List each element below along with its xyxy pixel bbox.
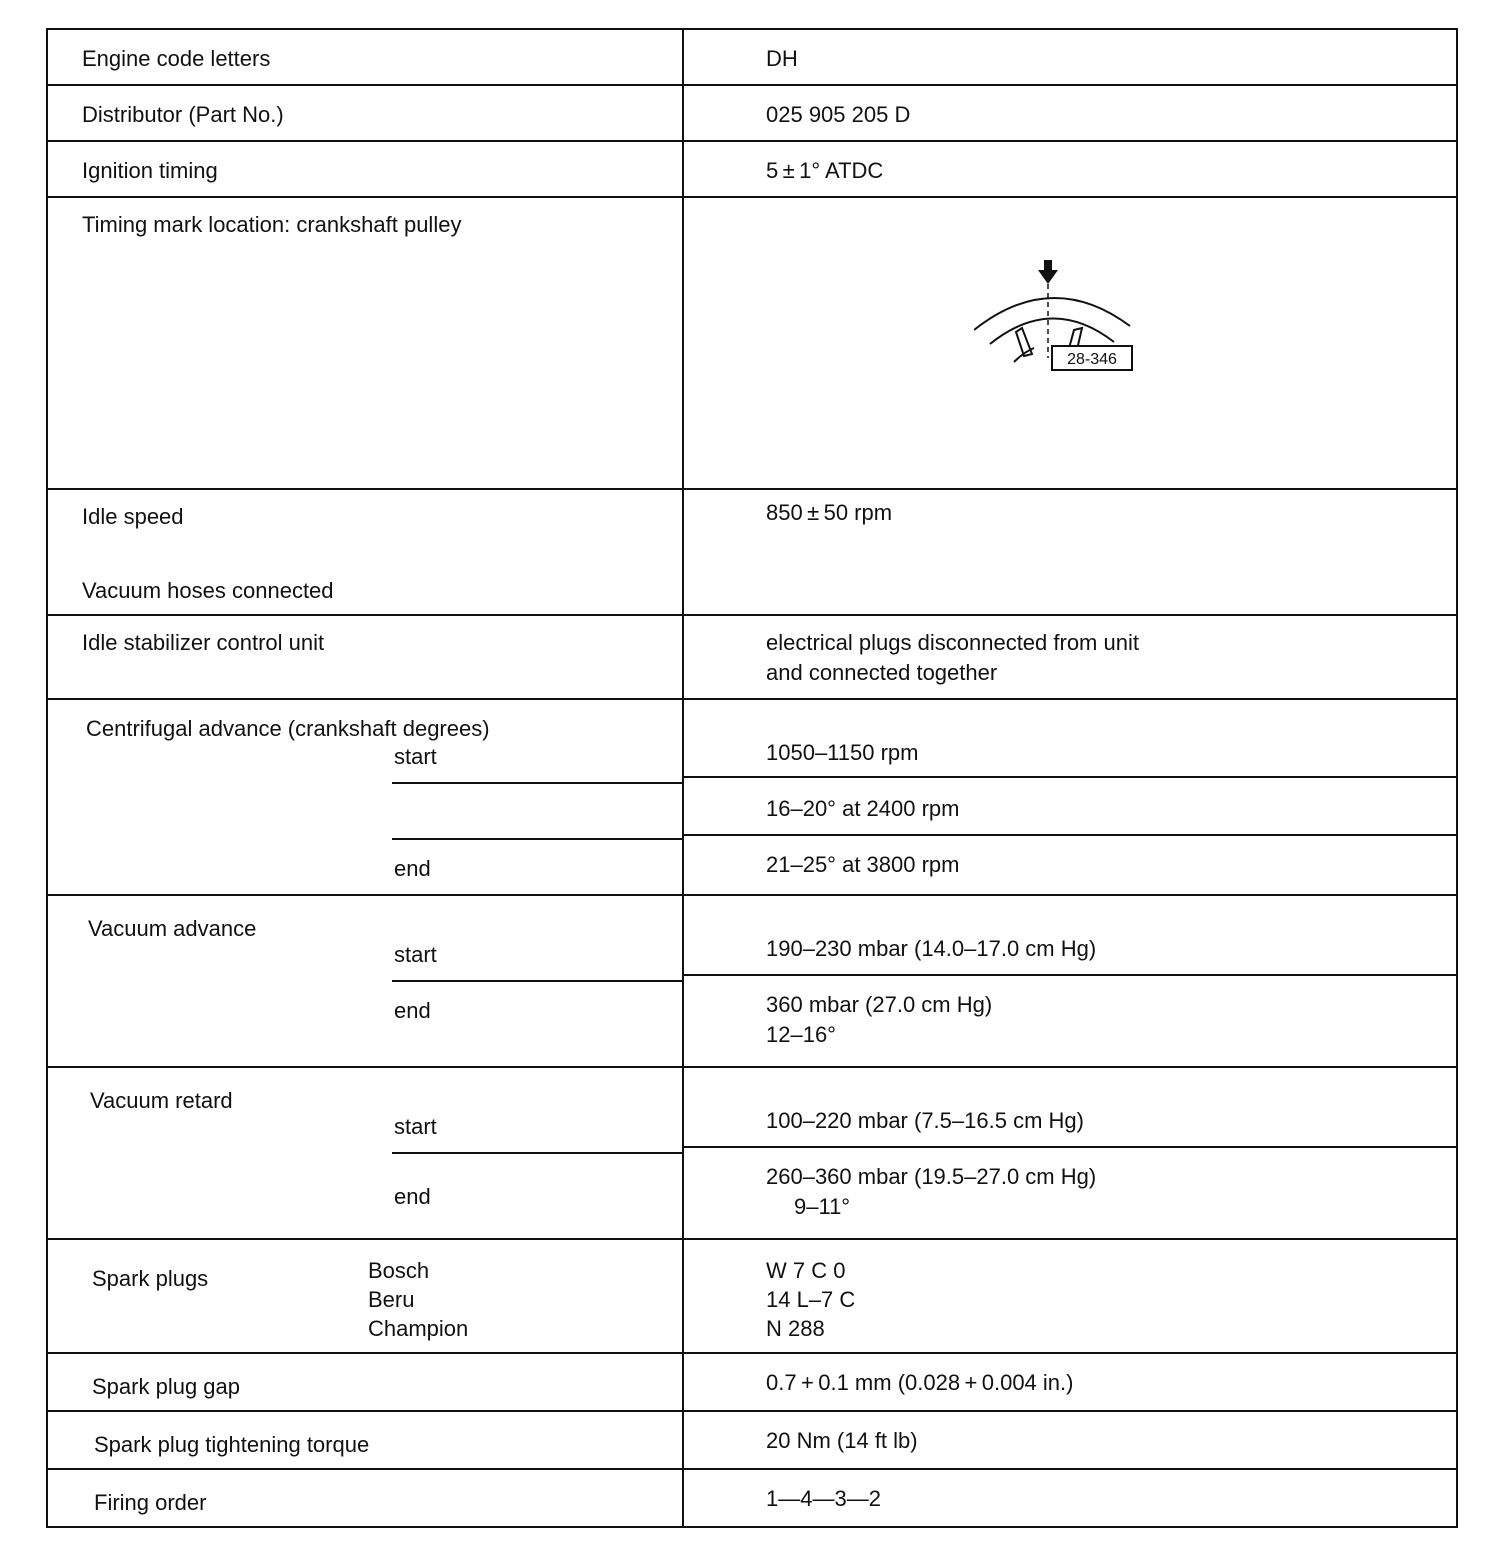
- ignition-spec-table: [46, 28, 1458, 1528]
- spark-plugs-label: Spark plugs: [92, 1266, 209, 1291]
- vacuum-retard-end-degrees: 9–11°: [794, 1194, 851, 1219]
- idle-speed-value: 850 ± 50 rpm: [766, 500, 893, 525]
- idle-stabilizer-value: electrical plugs disconnected from unit and connected together: [766, 630, 1139, 685]
- vacuum-retard-start-value: 100–220 mbar (7.5–16.5 cm Hg): [766, 1108, 1084, 1133]
- divider: [684, 974, 1456, 976]
- table-row: [47, 615, 1457, 699]
- pulley-diagram-icon: [974, 258, 1144, 378]
- centrifugal-end-label: end: [394, 856, 431, 881]
- figure-code-label: 28-346: [1067, 351, 1117, 368]
- divider: [684, 834, 1456, 836]
- distributor-label: Distributor (Part No.): [82, 102, 284, 127]
- idle-speed-label: Idle speed: [82, 504, 184, 529]
- divider: [392, 1152, 684, 1154]
- brand-beru: Beru: [368, 1287, 415, 1312]
- brand-champion: Champion: [368, 1316, 469, 1341]
- idle-stabilizer-label: Idle stabilizer control unit: [82, 630, 325, 655]
- vacuum-advance-start-label: start: [394, 942, 437, 967]
- timing-mark-figure: [684, 198, 1456, 488]
- vacuum-retard-end-label: end: [394, 1184, 431, 1209]
- centrifugal-start-value: 1050–1150 rpm: [766, 740, 919, 765]
- table-row: [47, 699, 1457, 895]
- ignition-timing-label: Ignition timing: [82, 158, 218, 183]
- table-row: [47, 85, 1457, 141]
- firing-order-label: Firing order: [94, 1490, 207, 1515]
- vacuum-advance-start-value: 190–230 mbar (14.0–17.0 cm Hg): [766, 936, 1097, 961]
- engine-code-label: Engine code letters: [82, 46, 271, 71]
- centrifugal-advance-label: Centrifugal advance (crankshaft degrees): [86, 716, 490, 741]
- table-row: [47, 29, 1457, 85]
- plug-gap-label: Spark plug gap: [92, 1374, 240, 1399]
- table-row: [47, 1067, 1457, 1239]
- vacuum-advance-end-label: end: [394, 998, 431, 1023]
- divider: [684, 776, 1456, 778]
- firing-order-value: 1—4—3—2: [766, 1486, 881, 1511]
- vacuum-retard-label: Vacuum retard: [90, 1088, 233, 1113]
- plug-gap-value: 0.7 + 0.1 mm (0.028 + 0.004 in.): [766, 1370, 1074, 1395]
- champion-type: N 288: [766, 1316, 825, 1341]
- divider: [684, 1146, 1456, 1148]
- table-row: [47, 489, 1457, 615]
- plug-torque-value: 20 Nm (14 ft lb): [766, 1428, 918, 1453]
- engine-code-value: DH: [766, 46, 798, 71]
- centrifugal-mid-value: 16–20° at 2400 rpm: [766, 796, 960, 821]
- vacuum-advance-end-degrees: 12–16°: [766, 1022, 836, 1047]
- divider: [392, 980, 684, 982]
- table-row: [47, 895, 1457, 1067]
- divider: [392, 838, 684, 840]
- table-row: [47, 197, 1457, 489]
- divider: [392, 782, 684, 784]
- centrifugal-end-value: 21–25° at 3800 rpm: [766, 852, 960, 877]
- beru-type: 14 L–7 C: [766, 1287, 856, 1312]
- vacuum-hoses-label: Vacuum hoses connected: [82, 578, 334, 603]
- vacuum-retard-start-label: start: [394, 1114, 437, 1139]
- spark-plug-types: [684, 1240, 1456, 1343]
- brand-bosch: Bosch: [368, 1258, 430, 1283]
- timing-mark-label: Timing mark location: crankshaft pulley: [82, 212, 462, 237]
- table-row: [47, 1411, 1457, 1469]
- centrifugal-start-label: start: [394, 744, 437, 769]
- table-row: [47, 141, 1457, 197]
- vacuum-retard-end-value: 260–360 mbar (19.5–27.0 cm Hg): [766, 1164, 1097, 1189]
- bosch-type: W 7 C 0: [766, 1258, 846, 1283]
- ignition-timing-value: 5 ± 1° ATDC: [766, 158, 884, 183]
- distributor-value: 025 905 205 D: [766, 102, 911, 127]
- table-row: [47, 1239, 1457, 1353]
- table-row: [47, 1353, 1457, 1411]
- spark-plug-brands: [368, 1256, 468, 1343]
- table-row: [47, 1469, 1457, 1527]
- plug-torque-label: Spark plug tightening torque: [94, 1432, 370, 1457]
- vacuum-advance-end-value: 360 mbar (27.0 cm Hg): [766, 992, 993, 1017]
- vacuum-advance-label: Vacuum advance: [88, 916, 257, 941]
